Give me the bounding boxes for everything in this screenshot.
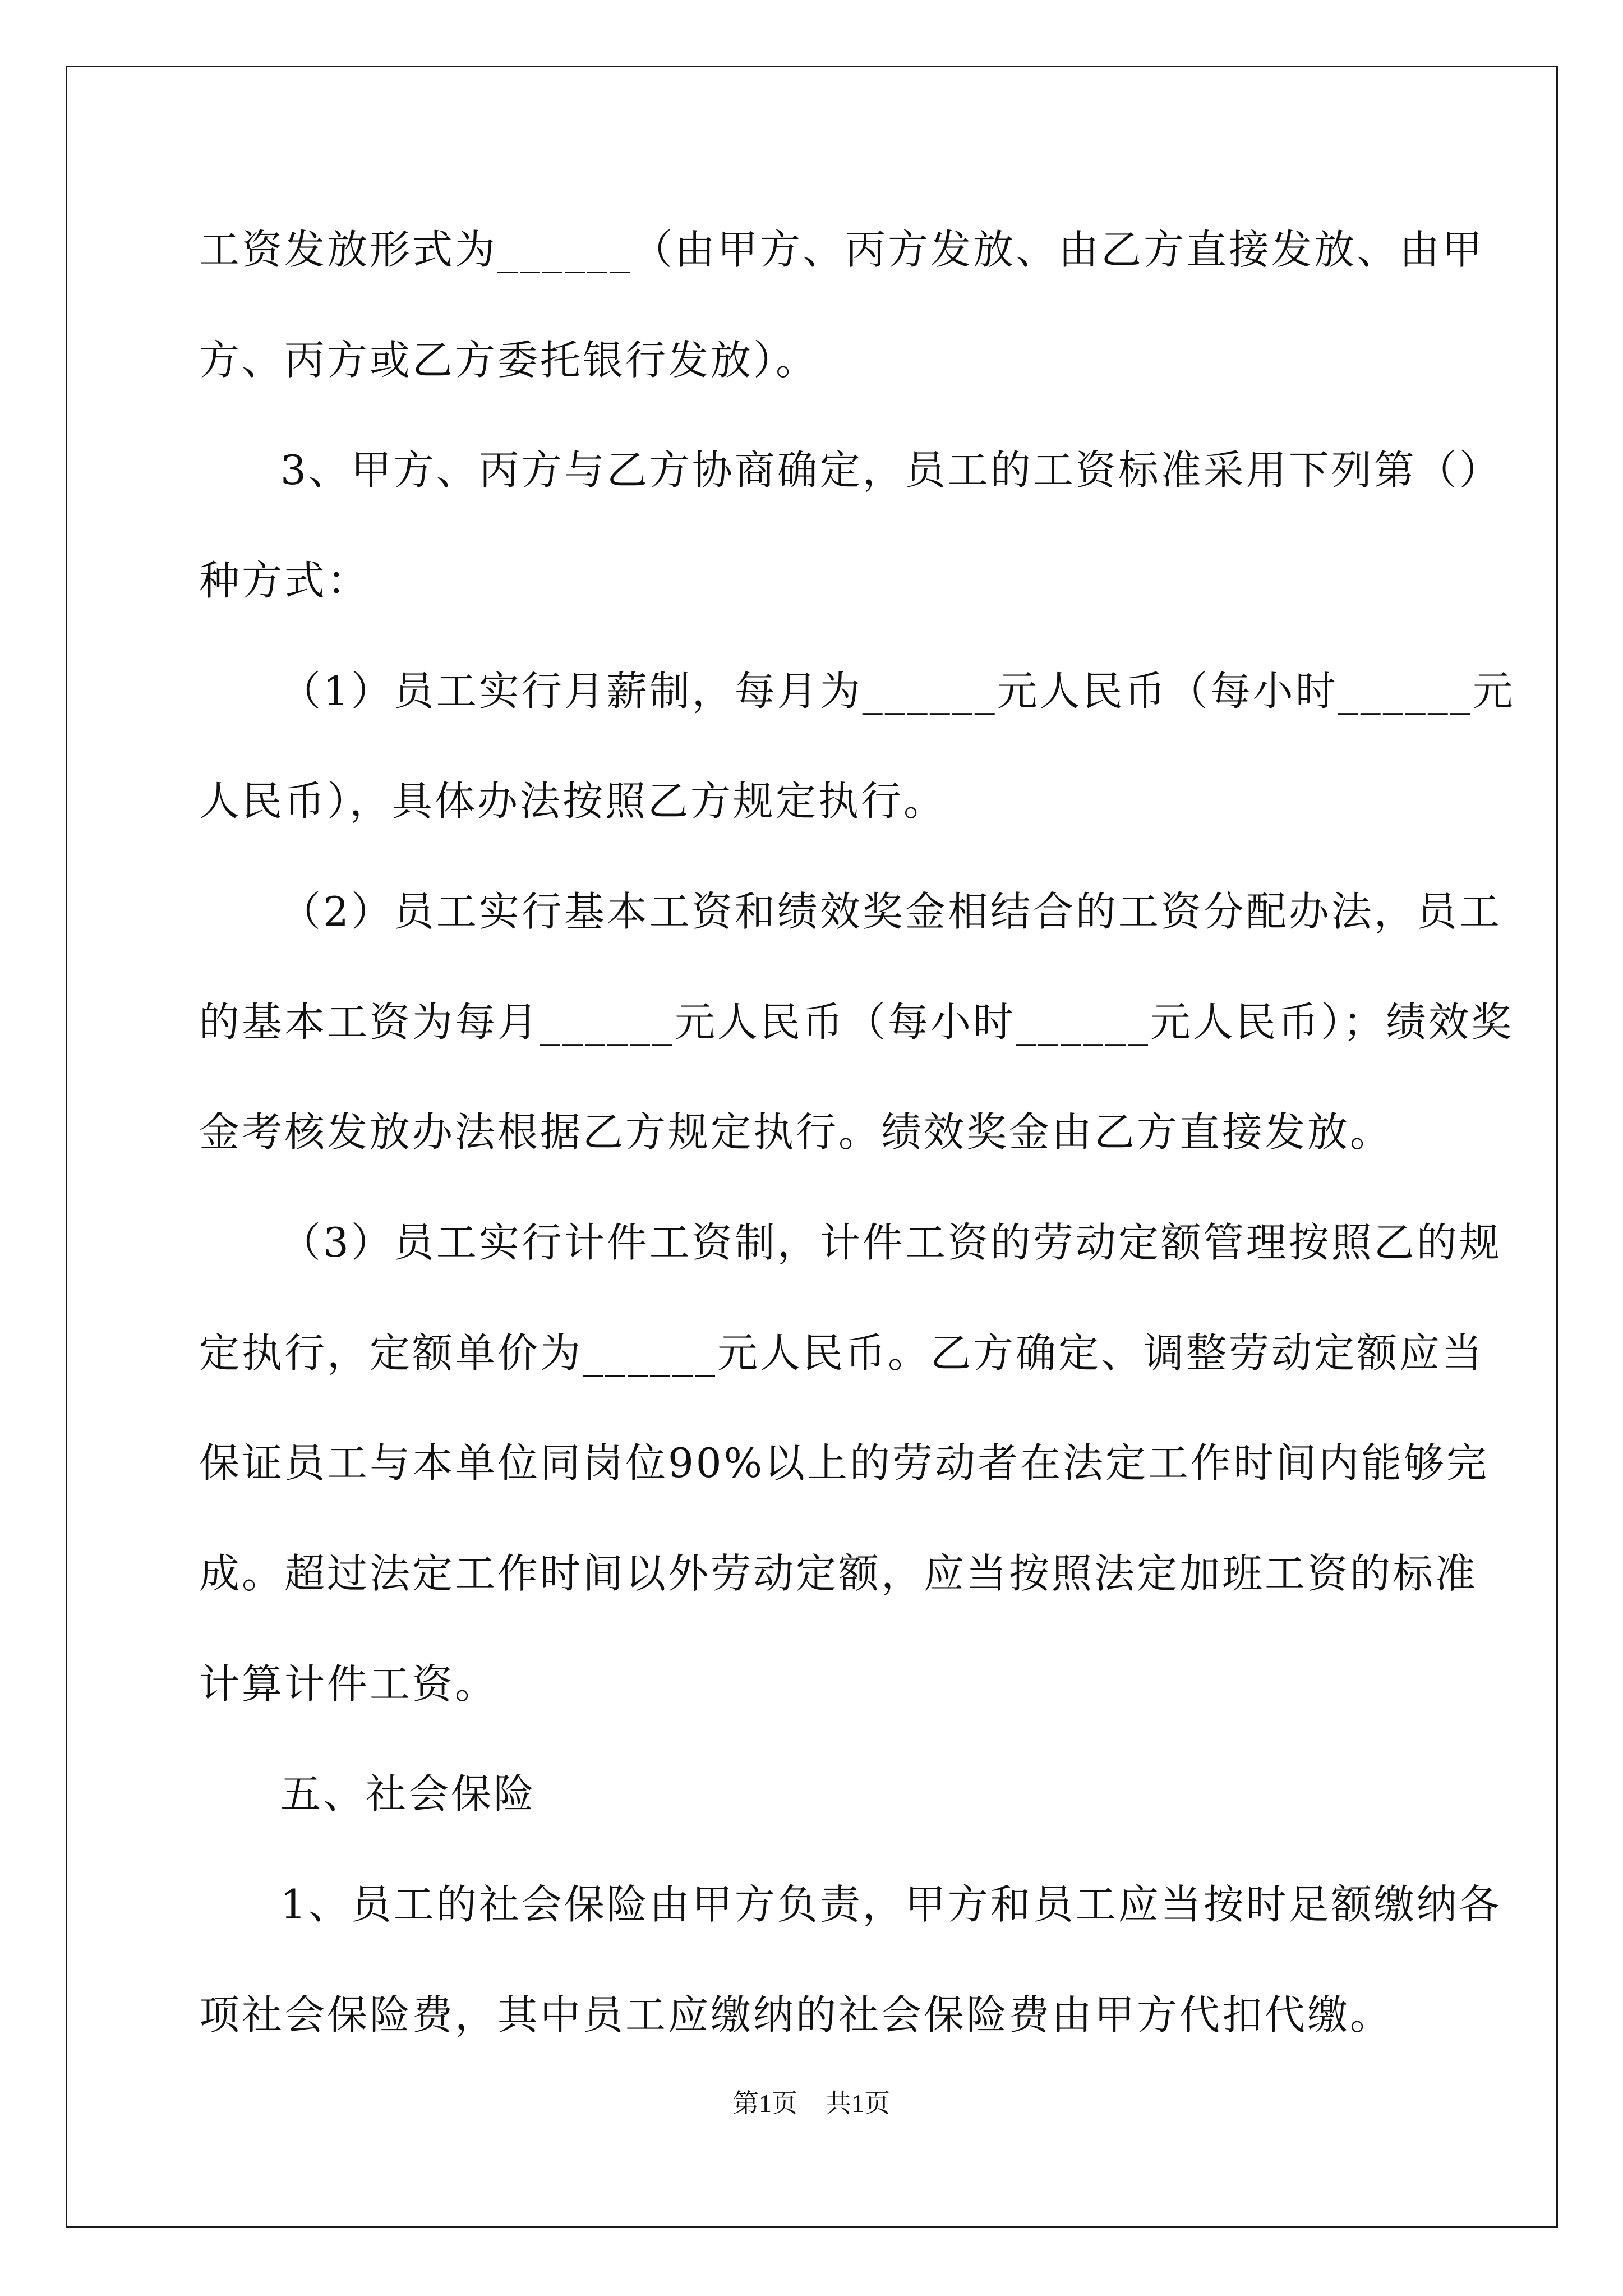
page-total: 共1页 [826,2089,890,2118]
text-line: 的基本工资为每月______元人民币（每小时______元人民币）；绩效奖 [199,999,1514,1046]
text-line: 保证员工与本单位同岗位90%以上的劳动者在法定工作时间内能够完 [199,1439,1490,1487]
text-line: （2）员工实行基本工资和绩效奖金相结合的工资分配办法，员工 [280,888,1502,935]
text-line: （1）员工实行月薪制，每月为______元人民币（每小时______元 [280,668,1515,715]
page-number: 第1页 [733,2089,797,2118]
page-footer [0,2087,1623,2120]
text-line: 方、丙方或乙方委托银行发放）。 [199,337,819,384]
text-line: （3）员工实行计件工资制，计件工资的劳动定额管理按照乙的规 [280,1219,1502,1266]
text-line: 定执行，定额单价为______元人民币。乙方确定、调整劳动定额应当 [199,1329,1485,1377]
text-line: 种方式： [199,557,370,604]
text-line: 金考核发放办法根据乙方规定执行。绩效奖金由乙方直接发放。 [199,1108,1393,1156]
section-heading: 五、社会保险 [280,1770,537,1818]
text-line: 成。超过法定工作时间以外劳动定额，应当按照法定加班工资的标准 [199,1550,1478,1597]
text-line: 工资发放形式为______（由甲方、丙方发放、由乙方直接发放、由甲 [199,226,1485,273]
text-line: 1、员工的社会保险由甲方负责，甲方和员工应当按时足额缴纳各 [280,1881,1502,1928]
text-line: 人民币），具体办法按照乙方规定执行。 [199,777,947,825]
text-line: 项社会保险费，其中员工应缴纳的社会保险费由甲方代扣代缴。 [199,1991,1393,2039]
text-line: 计算计件工资。 [199,1660,498,1708]
text-line: 3、甲方、丙方与乙方协商确定，员工的工资标准采用下列第（） [280,447,1502,494]
